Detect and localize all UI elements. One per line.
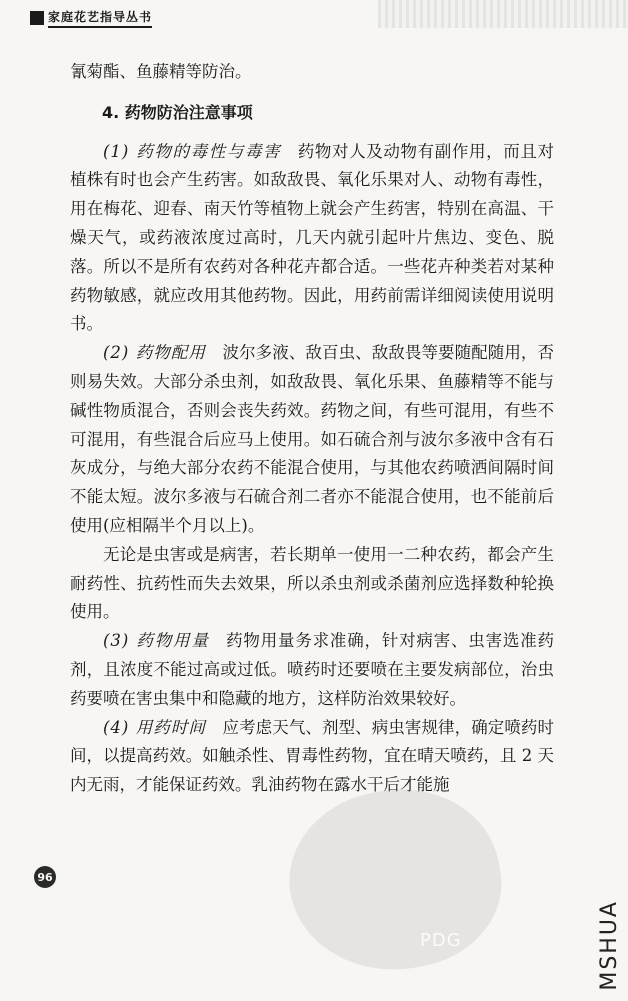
body-text [70, 58, 554, 800]
paragraph-continuation: 氰菊酯、鱼藤精等防治。 [70, 62, 252, 81]
page-number: 96 [34, 866, 56, 888]
run-in-heading-timing: (4) 用药时间 [103, 717, 207, 737]
watermark-label: PDG [420, 930, 462, 951]
section-heading: 4. 药物防治注意事项 [102, 102, 253, 122]
side-stamp: MSHUA [597, 900, 622, 991]
paragraph-mixing [70, 339, 554, 541]
run-in-heading-toxicity: (1) 药物的毒性与毒害 [103, 141, 282, 161]
watermark-seal [274, 770, 517, 990]
paragraph-body: 药物对人及动物有副作用，而且对植株有时也会产生药害。如敌敌畏、氧化乐果对人、动物有毒性，用在梅花、迎春、南天竹等植物上就会产生药害，特别在高温、干燥天气，或药液浓度过高时，几天内就引起叶片焦边、变色、脱落。所以不是所有农药对各种花卉都合适。一些花卉种类若对某种药物敏感，就应改用其他药物。因此，用药前需详细阅读使用说明书。 [70, 141, 554, 334]
header-square-icon [30, 11, 44, 25]
paragraph-body: 应考虑天气、剂型、病虫害规律，确定喷药时间，以提高药效。如触杀性、胃毒性药物，宜在晴天喷药，且 2 天内无雨，才能保证药效。乳油药物在露水干后才能施 [70, 717, 554, 795]
paragraph-timing [70, 714, 554, 800]
paragraph-body: 药物用量务求准确，针对病害、虫害选准药剂，且浓度不能过高或过低。喷药时还要喷在主要发病部位，治虫药要喷在害虫集中和隐藏的地方，这样防治效果较好。 [70, 631, 555, 708]
paragraph-body: 波尔多液、敌百虫、敌敌畏等要随配随用，否则易失效。大部分杀虫剂，如敌敌畏、氧化乐果、鱼藤精等不能与碱性物质混合，否则会丧失药效。药物之间，有些可混用，有些不可混用，有些混合后应马上使用。如石硫合剂与波尔多液中含有石灰成分，与绝大部分农药不能混合使用，与其他农药喷洒间隔时间不能太短。波尔多液与石硫合剂二者亦不能混合使用，也不能前后使用(应相隔半个月以上)。 [70, 343, 554, 535]
paragraph-toxicity [70, 138, 554, 340]
run-in-heading-mixing: (2) 药物配用 [103, 343, 207, 363]
paragraph-rotation: 无论是虫害或是病害，若长期单一使用一二种农药，都会产生耐药性、抗药性而失去效果，所以杀虫剂或杀菌剂应选择数种轮换使用。 [70, 544, 554, 622]
scan-edge-noise [378, 0, 628, 28]
paragraph-dosage [70, 627, 554, 713]
running-header [30, 6, 152, 30]
run-in-heading-dosage: (3) 药物用量 [103, 631, 210, 651]
series-title: 家庭花艺指导丛书 [48, 8, 152, 28]
